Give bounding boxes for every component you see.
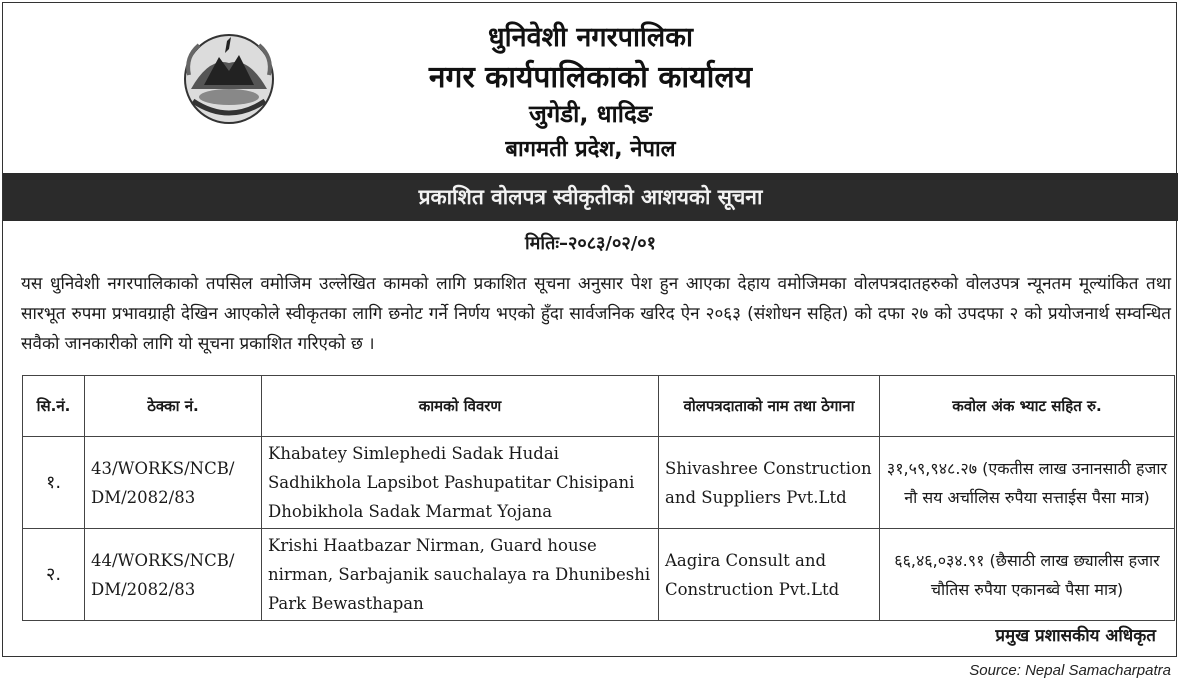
cell-description: Khabatey Simlephedi Sadak Hudai Sadhikhola Lapsibot Pashupatitar Chisipani Dhobikhola Sadak Marmat Yojana: [262, 437, 659, 529]
cell-serial: १.: [23, 437, 85, 529]
cell-amount: ३१,५९,९४८.२७ (एकतीस लाख उनानसाठी हजार नौ सय अर्चालिस रुपैया सत्ताईस पैसा मात्र): [880, 437, 1175, 529]
bid-table: [22, 375, 1175, 621]
cell-bidder: Aagira Consult and Construction Pvt.Ltd: [659, 529, 880, 621]
cell-amount: ६६,४६,०३४.९१ (छैसाठी लाख छ्यालीस हजार चौतिस रुपैया एकानब्वे पैसा मात्र): [880, 529, 1175, 621]
municipality-name: धुनिवेशी नगरपालिका: [488, 22, 693, 53]
cell-bidder: Shivashree Construction and Suppliers Pvt.Ltd: [659, 437, 880, 529]
office-name: नगर कार्यपालिकाको कार्यालय: [428, 60, 753, 95]
cell-contract: 43/WORKS/NCB/ DM/2082/83: [85, 437, 262, 529]
notice-date: मितिः–२०८३/०२/०१: [524, 233, 656, 254]
header-amount: कवोल अंक भ्याट सहित रु.: [880, 376, 1175, 437]
header-serial: सि.नं.: [23, 376, 85, 437]
cell-description: Krishi Haatbazar Nirman, Guard house nirman, Sarbajanik sauchalaya ra Dhunibeshi Park Bewasthapan: [262, 529, 659, 621]
header: [3, 3, 1178, 173]
cell-contract: 44/WORKS/NCB/ DM/2082/83: [85, 529, 262, 621]
header-description: कामको विवरण: [262, 376, 659, 437]
table-row: [23, 529, 1175, 621]
header-bidder: वोलपत्रदाताको नाम तथा ठेगाना: [659, 376, 880, 437]
source-credit: Source: Nepal Samacharpatra: [969, 662, 1171, 679]
cell-serial: २.: [23, 529, 85, 621]
table-header-row: [23, 376, 1175, 437]
notice-frame: [2, 2, 1177, 657]
header-contract: ठेक्का नं.: [85, 376, 262, 437]
province-country: बागमती प्रदेश, नेपाल: [505, 137, 676, 162]
signatory-title: प्रमुख प्रशासकीय अधिकृत: [995, 626, 1156, 646]
notice-body: यस धुनिवेशी नगरपालिकाको तपसिल वमोजिम उल्लेखित कामको लागि प्रकाशित सूचना अनुसार पेश हुन आएका देहाय वमोजिमका वोलपत्रदातहरुको वोलउपत्र न्यूनतम मूल्यांकित तथा सारभूत रुपमा प्रभावग्राही देखिन आएकोले स्वीकृतका लागि छनोट गर्ने निर्णय भएको हुँदा सार्वजनिक खरिद ऐन २०६३ (संशोधन सहित) को दफा २७ को उपदफा २ को प्रयोजनार्थ सम्वन्धित सवैको जानकारीको लागि यो सूचना प्रकाशित गरिएको छ ।: [21, 274, 1171, 354]
table-row: [23, 437, 1175, 529]
notice-title: प्रकाशित वोलपत्र स्वीकृतीको आशयको सूचना: [3, 173, 1178, 221]
office-location: जुगेडी, धादिङ: [528, 100, 653, 128]
